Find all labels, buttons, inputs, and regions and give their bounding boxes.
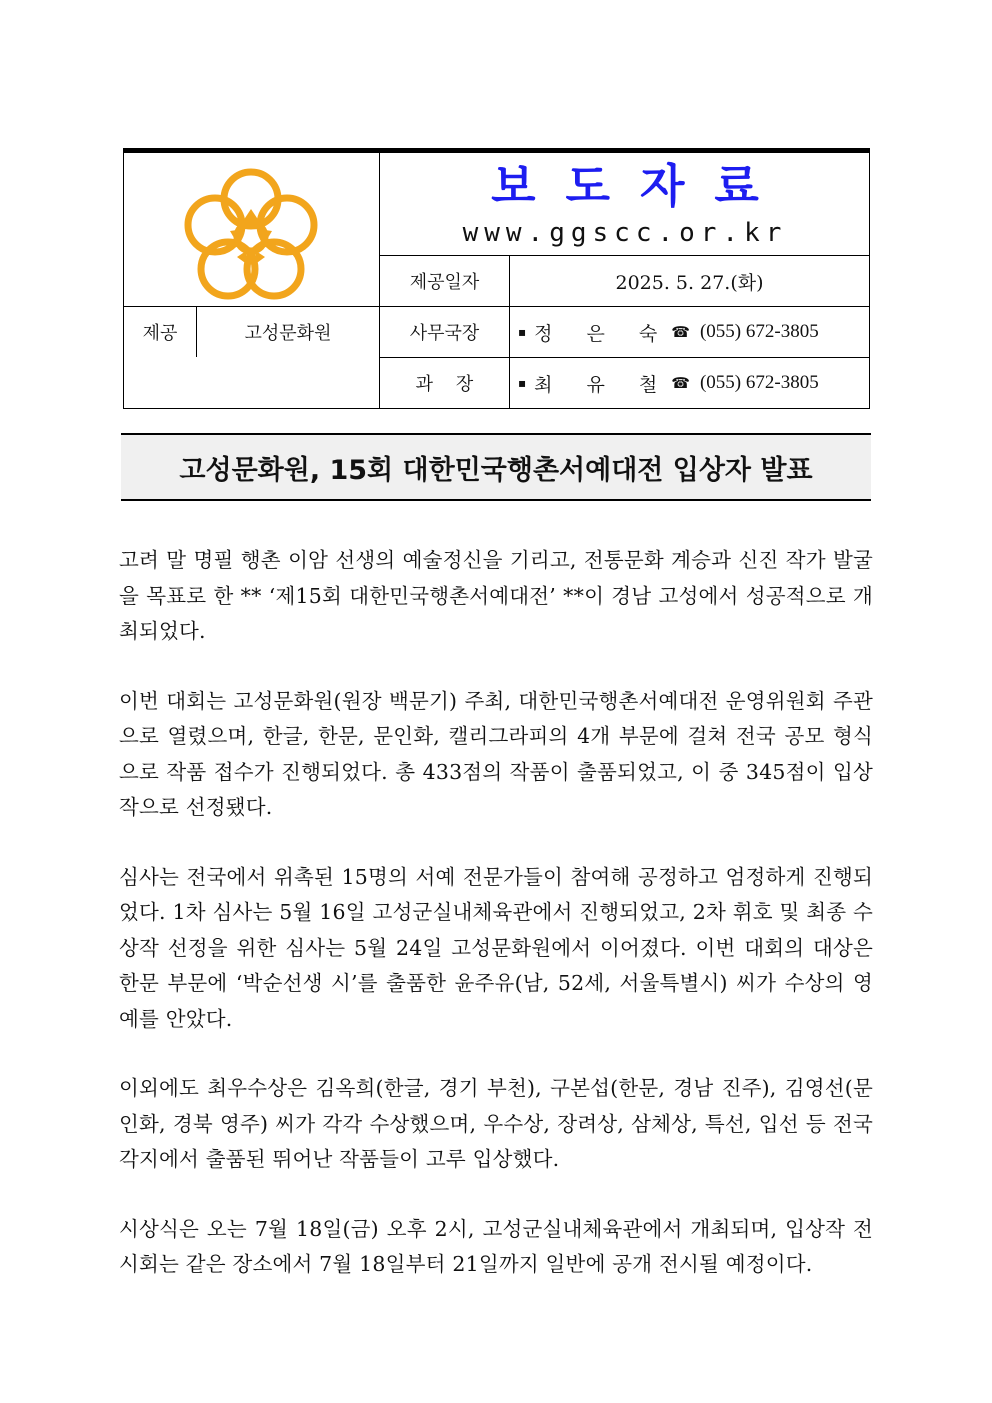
press-release-header [123,148,870,409]
paragraph: 심사는 전국에서 위촉된 15명의 서예 전문가들이 참여해 공정하고 엄정하게 진행되었다. 1차 심사는 5월 16일 고성군실내체육관에서 진행되었고, 2차 휘호 및 최종 수상작 선정을 위한 심사는 5월 24일 고성문화원에서 이어졌다. 이번 대회의 대상은 한문 부문에 ‘박순선생 시’를 출품한 윤주유(남, 52세, 서울특별시) 씨가 수상의 영예를 안았다. [119,864,873,1031]
website-cell [380,213,870,253]
bullet-icon: ▪ [518,376,527,390]
provider-value-cell [197,307,379,357]
paragraph: 시상식은 오는 7월 18일(금) 오후 2시, 고성군실내체육관에서 개최되며, 입상작 전시회는 같은 장소에서 7월 18일부터 21일까지 일반에 공개 전시될 예정이다. [119,1216,873,1276]
date-value-cell [510,256,869,306]
phone-icon: ☎ [671,374,690,392]
contact-role: 과 장 [415,374,474,395]
contact-cell [510,307,869,357]
contact-cell [510,358,869,408]
website-url[interactable]: www.ggscc.or.kr [462,218,788,248]
contact-phone: (055) 672-3805 [699,321,819,342]
plum-blossom-logo-icon [124,153,379,306]
headline-box [121,433,871,501]
date-label-cell [380,256,509,306]
bullet-icon: ▪ [518,325,527,339]
contact-role-cell [380,358,509,408]
contact-name: 정 은 숙 [534,322,672,345]
phone-icon: ☎ [671,323,690,341]
paragraph: 고려 말 명필 행촌 이암 선생의 예술정신을 기리고, 전통문화 계승과 신진 작가 발굴을 목표로 한 ** ‘제15회 대한민국행촌서예대전’ **이 경남 고성에서 성공적으로 개최되었다. [119,548,873,643]
provider-label-cell [124,307,196,357]
date-value: 2025. 5. 27.(화) [615,271,764,294]
page-title: 보도자료 [491,159,789,213]
provider-label: 제공 [142,323,178,344]
contact-role: 사무국장 [409,323,480,344]
contact-phone: (055) 672-3805 [699,372,819,393]
article-body [119,543,873,1317]
headline: 고성문화원, 15회 대한민국행촌서예대전 입상자 발표 [179,454,813,486]
provider-value: 고성문화원 [244,323,332,344]
paragraph: 이번 대회는 고성문화원(원장 백문기) 주최, 대한민국행촌서예대전 운영위원회 주관으로 열렸으며, 한글, 한문, 문인화, 캘리그라피의 4개 부문에 걸쳐 전국 공모 형식으로 작품 접수가 진행되었다. 총 433점의 작품이 출품되었고, 이 중 345점이 입상작으로 선정됐다. [119,688,873,819]
title-cell [380,153,870,213]
contact-role-cell [380,307,509,357]
date-label: 제공일자 [409,272,480,293]
contact-name: 최 유 철 [534,373,672,396]
paragraph: 이외에도 최우수상은 김옥희(한글, 경기 부천), 구본섭(한문, 경남 진주), 김영선(문인화, 경북 영주) 씨가 각각 수상했으며, 우수상, 장려상, 삼체상, 특선, 입선 등 전국 각지에서 출품된 뛰어난 작품들이 고루 입상했다. [119,1076,873,1171]
